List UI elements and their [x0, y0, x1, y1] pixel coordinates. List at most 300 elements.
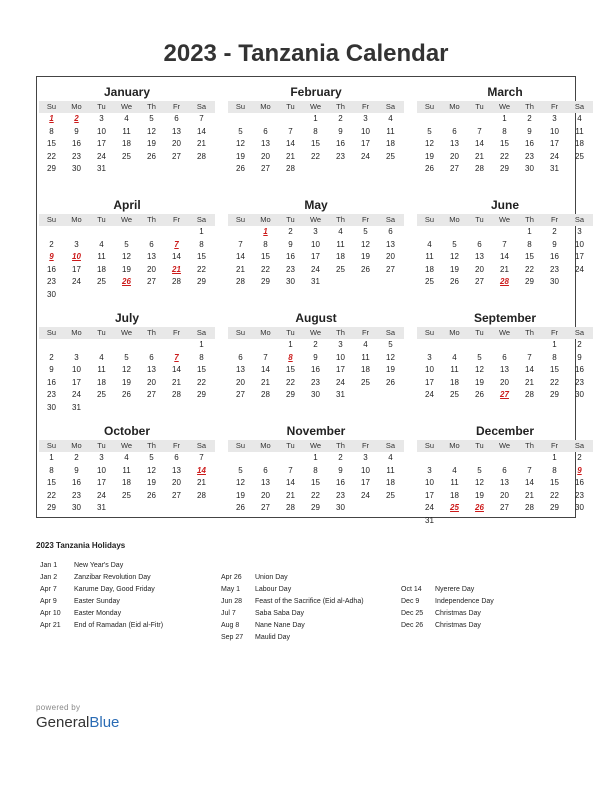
day-cell: 28 [261, 390, 270, 399]
day-cell: 18 [450, 490, 459, 500]
holiday-row [36, 596, 226, 608]
week-row [39, 113, 215, 126]
holiday-day-cell: 9 [577, 465, 582, 475]
day-cell: 23 [72, 151, 81, 161]
week-row [417, 389, 593, 402]
empty-day-cell [517, 452, 542, 465]
week-row [417, 226, 593, 239]
month-name: September [473, 311, 537, 325]
day-cell: 19 [386, 365, 395, 374]
day-cell: 24 [425, 390, 434, 399]
day-cell: 9 [74, 126, 79, 136]
day-cell: 17 [425, 377, 434, 387]
day-cell: 1 [288, 340, 293, 349]
weekday-label: Fr [361, 215, 370, 224]
holiday-date: Apr 10 [40, 610, 61, 618]
day-cell: 24 [361, 151, 370, 161]
empty-day-cell [139, 163, 164, 176]
day-cell: 12 [147, 465, 156, 475]
day-cell: 19 [122, 264, 131, 274]
day-cell: 10 [425, 478, 434, 487]
day-cell: 25 [450, 390, 459, 399]
holiday-date: Jan 1 [40, 562, 58, 569]
day-cell: 4 [452, 352, 457, 362]
day-cell: 1 [502, 114, 507, 123]
empty-day-cell [378, 163, 403, 176]
day-cell: 26 [147, 151, 156, 161]
day-cell: 1 [313, 453, 318, 462]
day-cell: 7 [502, 239, 507, 249]
holiday-date: Apr 9 [40, 598, 57, 606]
week-row [417, 163, 593, 176]
weekday-label: Tu [97, 215, 106, 224]
day-cell: 24 [97, 151, 106, 161]
day-cell: 8 [527, 239, 532, 249]
day-cell: 27 [172, 151, 181, 161]
day-cell: 5 [452, 239, 457, 249]
empty-day-cell [139, 402, 164, 415]
day-cell: 11 [386, 126, 395, 136]
day-cell: 14 [525, 478, 534, 487]
day-cell: 19 [147, 478, 156, 487]
day-cell: 30 [286, 277, 295, 286]
holiday-name: Nyerere Day [435, 586, 475, 593]
day-cell: 20 [236, 377, 245, 387]
day-cell: 12 [122, 252, 131, 261]
weekday-header [39, 214, 215, 226]
week-row [39, 251, 215, 264]
empty-day-cell [353, 389, 378, 402]
day-cell: 3 [74, 239, 79, 249]
day-cell: 10 [97, 465, 106, 475]
day-cell: 29 [500, 164, 509, 173]
month-name: January [103, 85, 151, 99]
empty-day-cell [378, 276, 403, 289]
day-cell: 13 [261, 478, 270, 487]
day-cell: 30 [72, 503, 81, 512]
empty-day-cell [353, 502, 378, 515]
day-cell: 15 [311, 139, 320, 148]
empty-day-cell [253, 339, 278, 352]
weekday-label: Tu [475, 102, 484, 111]
day-cell: 16 [336, 139, 345, 148]
day-cell: 22 [500, 151, 509, 161]
day-cell: 16 [47, 377, 56, 387]
day-cell: 13 [147, 365, 156, 374]
weekday-label: Sa [196, 328, 207, 337]
holiday-name: Maulid Day [255, 634, 291, 642]
day-cell: 31 [425, 515, 434, 525]
day-cell: 4 [427, 239, 432, 249]
day-cell: 8 [199, 239, 204, 249]
month-name: November [286, 424, 346, 438]
day-cell: 12 [236, 139, 245, 148]
day-cell: 28 [525, 503, 534, 512]
day-cell: 27 [236, 390, 245, 399]
day-cell: 29 [311, 503, 320, 512]
holiday-row [397, 596, 587, 608]
empty-day-cell [139, 502, 164, 515]
day-cell: 27 [261, 164, 270, 173]
day-cell: 25 [122, 151, 131, 161]
day-cell: 28 [236, 277, 245, 286]
day-cell: 21 [261, 377, 270, 387]
day-cell: 11 [450, 478, 459, 487]
day-cell: 29 [550, 390, 559, 399]
empty-day-cell [492, 452, 517, 465]
empty-day-cell [353, 163, 378, 176]
day-cell: 19 [450, 264, 459, 274]
day-cell: 23 [311, 377, 320, 387]
day-cell: 14 [475, 139, 484, 148]
day-cell: 12 [236, 478, 245, 487]
empty-day-cell [542, 515, 567, 528]
day-cell: 16 [286, 252, 295, 261]
day-cell: 12 [475, 365, 484, 374]
empty-day-cell [378, 502, 403, 515]
day-cell: 5 [477, 465, 482, 475]
empty-day-cell [492, 339, 517, 352]
week-row [228, 113, 404, 126]
week-row [39, 502, 215, 515]
empty-day-cell [228, 113, 253, 126]
empty-day-cell [114, 289, 139, 302]
empty-day-cell [567, 276, 592, 289]
holiday-row [217, 572, 407, 584]
day-cell: 10 [97, 126, 106, 136]
day-cell: 10 [311, 239, 320, 249]
day-cell: 3 [363, 114, 368, 123]
day-cell: 9 [288, 239, 293, 249]
holiday-column [217, 572, 407, 645]
weekday-label: Tu [286, 102, 295, 111]
day-cell: 7 [288, 126, 293, 136]
weekday-header [228, 327, 404, 339]
day-cell: 2 [527, 114, 532, 123]
day-cell: 6 [263, 465, 268, 475]
holiday-name: Christmas Day [435, 610, 481, 618]
month-august [228, 310, 404, 402]
day-cell: 22 [261, 264, 270, 274]
day-cell: 24 [311, 264, 320, 274]
day-cell: 7 [238, 239, 243, 249]
holiday-date: May 1 [221, 586, 241, 594]
day-cell: 25 [575, 151, 584, 161]
day-cell: 18 [122, 139, 131, 148]
empty-day-cell [189, 289, 214, 302]
day-cell: 2 [49, 352, 54, 362]
day-cell: 30 [311, 390, 320, 399]
weekday-label: Su [424, 102, 435, 111]
day-cell: 6 [477, 239, 482, 249]
weekday-header [39, 327, 215, 339]
week-row [417, 251, 593, 264]
day-cell: 28 [197, 490, 206, 500]
day-cell: 27 [261, 503, 270, 512]
day-cell: 4 [577, 114, 582, 123]
empty-day-cell [467, 113, 492, 126]
day-cell: 8 [49, 126, 54, 136]
month-september [417, 310, 593, 402]
day-cell: 8 [263, 239, 268, 249]
weekday-label: Th [525, 215, 534, 224]
day-cell: 30 [525, 164, 534, 173]
day-cell: 19 [475, 490, 484, 500]
holiday-date: Jun 28 [221, 598, 243, 606]
day-cell: 18 [386, 478, 395, 487]
empty-day-cell [567, 515, 592, 528]
empty-day-cell [114, 402, 139, 415]
day-cell: 24 [550, 151, 559, 161]
day-cell: 29 [47, 164, 56, 173]
empty-day-cell [417, 339, 442, 352]
week-row [39, 465, 215, 478]
weekday-label: Tu [475, 441, 484, 450]
day-cell: 10 [550, 126, 559, 136]
day-cell: 20 [475, 264, 484, 274]
weekday-label: Th [336, 215, 345, 224]
day-cell: 25 [386, 490, 395, 500]
day-cell: 23 [336, 151, 345, 161]
day-cell: 1 [552, 340, 557, 349]
day-cell: 1 [199, 340, 204, 349]
week-row [39, 364, 215, 377]
holiday-name: Christmas Day [435, 622, 481, 630]
day-cell: 9 [552, 239, 557, 249]
week-row [39, 352, 215, 365]
brand-logo [36, 714, 119, 731]
day-cell: 30 [575, 390, 584, 399]
day-cell: 27 [147, 390, 156, 399]
weekday-header [417, 214, 593, 226]
weekday-label: Mo [449, 328, 460, 337]
day-cell: 2 [288, 227, 293, 236]
day-cell: 22 [311, 151, 320, 161]
weekday-label: Tu [97, 441, 106, 450]
holiday-date: Dec 25 [401, 610, 424, 618]
day-cell: 20 [450, 151, 459, 161]
day-cell: 12 [475, 478, 484, 487]
month-march [417, 84, 593, 176]
weekday-label: Th [525, 328, 534, 337]
day-cell: 9 [577, 352, 582, 362]
week-row [39, 163, 215, 176]
week-row [417, 352, 593, 365]
day-cell: 13 [172, 465, 181, 475]
week-row [39, 477, 215, 490]
week-row [228, 452, 404, 465]
weekday-label: Fr [361, 441, 370, 450]
day-cell: 13 [475, 252, 484, 261]
week-row [39, 339, 215, 352]
holiday-name: Nane Nane Day [255, 622, 305, 630]
month-may [228, 197, 404, 289]
day-cell: 19 [236, 151, 245, 161]
empty-day-cell [467, 226, 492, 239]
holiday-row [217, 620, 407, 632]
day-cell: 23 [72, 490, 81, 500]
day-cell: 31 [336, 390, 345, 399]
day-cell: 24 [97, 490, 106, 500]
weekday-label: Th [336, 102, 345, 111]
holiday-day-cell: 26 [475, 503, 484, 512]
week-row [39, 389, 215, 402]
holiday-row [36, 560, 226, 572]
weekday-header [417, 101, 593, 113]
day-cell: 25 [336, 264, 345, 274]
holiday-day-cell: 9 [49, 252, 54, 261]
day-cell: 15 [550, 365, 559, 374]
holiday-date: Apr 21 [40, 622, 61, 630]
day-cell: 7 [527, 352, 532, 362]
empty-day-cell [253, 452, 278, 465]
empty-day-cell [164, 502, 189, 515]
weekday-label: Sa [196, 102, 207, 111]
day-cell: 5 [124, 239, 129, 249]
day-cell: 29 [550, 503, 559, 512]
day-cell: 11 [97, 365, 106, 374]
weekday-label: Th [336, 441, 345, 450]
weekday-label: Su [424, 441, 435, 450]
day-cell: 8 [502, 126, 507, 136]
weekday-label: Mo [260, 328, 271, 337]
weekday-label: Sa [196, 441, 207, 450]
day-cell: 9 [527, 126, 532, 136]
week-row [228, 377, 404, 390]
empty-day-cell [189, 163, 214, 176]
weekday-label: Mo [260, 441, 271, 450]
empty-day-cell [442, 339, 467, 352]
month-name: April [113, 198, 141, 212]
week-row [417, 490, 593, 503]
day-cell: 12 [361, 239, 370, 249]
day-cell: 14 [525, 365, 534, 374]
weekday-label: Fr [550, 328, 559, 337]
weekday-label: Fr [172, 215, 181, 224]
holidays-heading: 2023 Tanzania Holidays [36, 541, 126, 550]
day-cell: 30 [47, 289, 56, 299]
day-cell: 29 [261, 277, 270, 286]
day-cell: 15 [525, 252, 534, 261]
day-cell: 20 [500, 490, 509, 500]
weekday-label: Tu [286, 328, 295, 337]
day-cell: 1 [527, 227, 532, 236]
day-cell: 31 [311, 277, 320, 286]
weekday-header [39, 101, 215, 113]
week-row [417, 515, 593, 528]
empty-day-cell [517, 339, 542, 352]
empty-day-cell [89, 402, 114, 415]
weekday-label: Sa [574, 328, 585, 337]
weekday-label: We [498, 102, 511, 111]
brand-blue: Blue [89, 714, 120, 731]
week-row [228, 264, 404, 277]
day-cell: 5 [149, 114, 154, 123]
week-row [39, 377, 215, 390]
empty-day-cell [39, 339, 64, 352]
week-row [228, 239, 404, 252]
week-row [417, 138, 593, 151]
day-cell: 21 [500, 264, 509, 274]
weekday-label: Mo [71, 441, 82, 450]
day-cell: 25 [386, 151, 395, 161]
empty-day-cell [114, 163, 139, 176]
day-cell: 19 [425, 151, 434, 161]
weekday-label: Mo [449, 441, 460, 450]
day-cell: 4 [99, 352, 104, 362]
day-cell: 22 [197, 377, 206, 387]
day-cell: 3 [427, 352, 432, 362]
day-cell: 22 [197, 264, 206, 274]
weekday-label: Th [147, 102, 156, 111]
day-cell: 13 [500, 478, 509, 487]
month-name: February [290, 85, 342, 99]
day-cell: 19 [122, 377, 131, 387]
week-row [228, 276, 404, 289]
week-row [417, 264, 593, 277]
day-cell: 2 [313, 340, 318, 349]
weekday-label: Mo [260, 215, 271, 224]
day-cell: 8 [313, 465, 318, 475]
day-cell: 3 [577, 227, 582, 236]
day-cell: 9 [74, 465, 79, 475]
empty-day-cell [89, 289, 114, 302]
day-cell: 18 [575, 139, 584, 148]
day-cell: 1 [49, 453, 54, 462]
empty-day-cell [353, 276, 378, 289]
day-cell: 5 [238, 465, 243, 475]
brand-general: General [36, 714, 90, 731]
day-cell: 14 [172, 252, 181, 261]
day-cell: 23 [575, 377, 584, 387]
day-cell: 25 [122, 490, 131, 500]
day-cell: 3 [363, 453, 368, 462]
day-cell: 13 [147, 252, 156, 261]
month-name: October [103, 424, 150, 438]
day-cell: 2 [338, 453, 343, 462]
day-cell: 18 [97, 377, 106, 387]
day-cell: 25 [97, 277, 106, 286]
footer-logo[interactable] [36, 703, 119, 731]
day-cell: 9 [49, 365, 54, 374]
weekday-label: Th [147, 441, 156, 450]
weekday-label: Su [46, 215, 57, 224]
day-cell: 26 [147, 490, 156, 500]
week-row [228, 352, 404, 365]
weekday-label: We [309, 441, 322, 450]
weekday-label: Fr [550, 441, 559, 450]
week-row [228, 389, 404, 402]
day-cell: 3 [313, 227, 318, 236]
day-cell: 27 [500, 503, 509, 512]
holiday-column [36, 560, 226, 633]
day-cell: 16 [550, 252, 559, 261]
weekday-label: Fr [172, 328, 181, 337]
day-cell: 3 [74, 352, 79, 362]
empty-day-cell [442, 452, 467, 465]
month-june [417, 197, 593, 289]
day-cell: 26 [236, 164, 245, 173]
day-cell: 21 [172, 377, 181, 387]
empty-day-cell [328, 163, 353, 176]
day-cell: 18 [386, 139, 395, 148]
day-cell: 2 [338, 114, 343, 123]
day-cell: 3 [99, 453, 104, 462]
day-cell: 6 [149, 352, 154, 362]
week-row [417, 113, 593, 126]
day-cell: 27 [386, 264, 395, 274]
day-cell: 17 [311, 252, 320, 261]
